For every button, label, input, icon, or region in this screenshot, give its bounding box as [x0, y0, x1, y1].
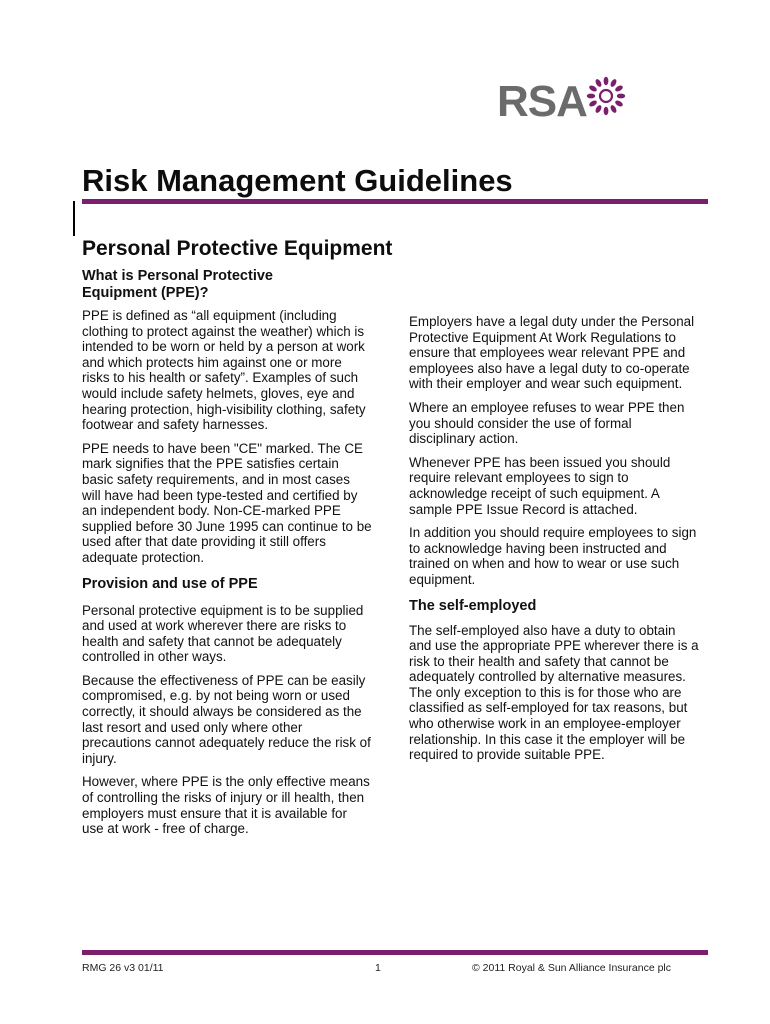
paragraph-ppe-definition: PPE is defined as “all equipment (including clothing to protect against the weather) which is intended to be worn or held by a person at work and which protects him against one or more risks to his health or safety”. Examples of such would include safety helmets, gloves, eye and hearing protection, high-visibility clothing, safety footwear and safety harnesses.	[82, 308, 366, 433]
title-divider	[82, 199, 708, 204]
section-heading-provision: Provision and use of PPE	[82, 575, 258, 592]
paragraph-ce-marking: PPE needs to have been "CE" marked. The CE mark signifies that the PPE satisfies certain basic safety requirements, and in most cases will have had been type-tested and certified by an independent body. Non-CE-marked PPE supplied before 30 June 1995 can continue to be used after that date providing it still offers adequate protection.	[82, 440, 372, 565]
page-subtitle: Personal Protective Equipment	[82, 237, 393, 260]
sun-icon	[586, 76, 626, 116]
left-column	[82, 268, 372, 837]
paragraph-free-of-charge: However, where PPE is the only effective means of controlling the risks of injury or ill health, then employers must ensure that it is available for use at work - free of charge.	[82, 774, 370, 837]
text-cursor	[73, 201, 75, 236]
rsa-logo	[497, 76, 637, 128]
paragraph-disciplinary-action: Where an employee refuses to wear PPE then you should consider the use of formal disciplinary action.	[409, 399, 685, 447]
paragraph-issue-record: Whenever PPE has been issued you should require relevant employees to sign to acknowledge receipt of such equipment. A sample PPE Issue Record is attached.	[409, 454, 671, 517]
footer-copyright: © 2011 Royal & Sun Alliance Insurance plc	[472, 962, 671, 974]
section-heading-self-employed: The self-employed	[409, 597, 537, 614]
footer-doc-ref: RMG 26 v3 01/11	[82, 962, 164, 974]
section-heading-what-is-ppe: What is Personal Protective Equipment (PPE)?	[82, 268, 273, 301]
paragraph-self-employed: The self-employed also have a duty to obtain and use the appropriate PPE wherever there is a risk to their health and safety that cannot be adequately controlled by alternative measures. The only exception to this is for those who are classified as self-employed for tax reasons, but who otherwise work in an employee-employer relationship. In this case it the employer will be required to provide suitable PPE.	[409, 622, 699, 763]
rsa-logo-text: RSA	[497, 77, 587, 126]
paragraph-employer-duty: Employers have a legal duty under the Personal Protective Equipment At Work Regulations to ensure that employees wear relevant PPE and employees also have a legal duty to co-operate with their employer and wear such equipment.	[409, 314, 695, 392]
paragraph-last-resort: Because the effectiveness of PPE can be easily compromised, e.g. by not being worn or used correctly, it should always be considered as the last resort and used only where other precautions cannot adequately reduce the risk of injury.	[82, 672, 371, 766]
footer-page-number: 1	[375, 962, 381, 974]
paragraph-provision: Personal protective equipment is to be supplied and used at work wherever there are risks to health and safety that cannot be adequately controlled in other ways.	[82, 602, 364, 665]
right-column	[409, 314, 699, 763]
paragraph-training: In addition you should require employees to sign to acknowledge having been instructed and trained on when and how to wear or use such equipment.	[409, 525, 697, 587]
page-title: Risk Management Guidelines	[82, 163, 513, 198]
footer-divider	[82, 950, 708, 955]
